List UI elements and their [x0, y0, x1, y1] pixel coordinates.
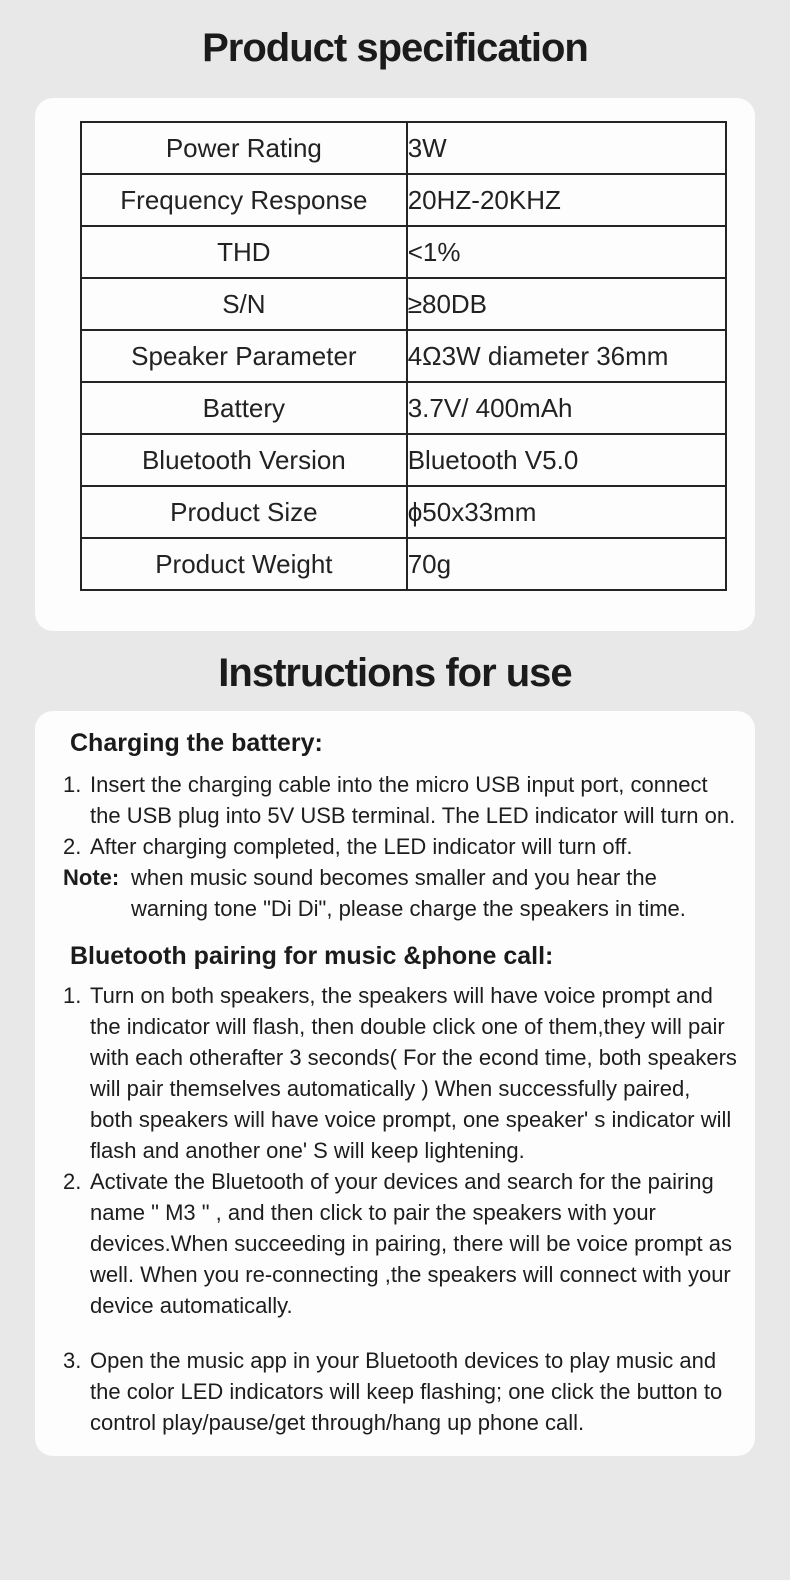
- spec-value: <1%: [407, 226, 726, 278]
- spec-value: 20HZ-20KHZ: [407, 174, 726, 226]
- spec-value: ≥80DB: [407, 278, 726, 330]
- spec-value: 4Ω3W diameter 36mm: [407, 330, 726, 382]
- pairing-step-1: [63, 980, 743, 1166]
- note-label: Note:: [63, 865, 120, 890]
- instructions-section-title: Instructions for use: [218, 651, 572, 695]
- spec-table-body: [81, 122, 726, 590]
- spec-row-sn: [81, 278, 726, 330]
- spec-row-power-rating: [81, 122, 726, 174]
- spec-row-battery: [81, 382, 726, 434]
- spec-section-title: Product specification: [202, 26, 588, 70]
- charging-note: [63, 862, 743, 924]
- spec-label: Speaker Parameter: [81, 330, 407, 382]
- charging-heading: Charging the battery:: [70, 729, 323, 757]
- step-text: Insert the charging cable into the micro USB input port, connect the USB plug into 5V USB terminal. The LED indicator will turn on.: [90, 772, 736, 828]
- spec-value: ϕ50x33mm: [407, 486, 726, 538]
- spec-label: Power Rating: [81, 122, 407, 174]
- spec-label: Frequency Response: [81, 174, 407, 226]
- pairing-step-3: [63, 1345, 743, 1438]
- step-number: 1.: [63, 983, 82, 1008]
- step-text: After charging completed, the LED indicator will turn off.: [90, 834, 633, 859]
- spec-table: [80, 121, 727, 591]
- spec-row-bluetooth-version: [81, 434, 726, 486]
- step-text: Open the music app in your Bluetooth devices to play music and the color LED indicators will keep flashing; one click the button to control play/pause/get through/hang up phone call.: [90, 1348, 723, 1435]
- spec-row-thd: [81, 226, 726, 278]
- spec-value: 3.7V/ 400mAh: [407, 382, 726, 434]
- pairing-heading: Bluetooth pairing for music &phone call:: [70, 942, 554, 970]
- step-number: 1.: [63, 772, 82, 797]
- spec-row-product-weight: [81, 538, 726, 590]
- spec-label: Product Weight: [81, 538, 407, 590]
- step-number: 2.: [63, 834, 82, 859]
- spec-label: S/N: [81, 278, 407, 330]
- note-text: when music sound becomes smaller and you hear the warning tone "Di Di", please charge the speakers in time.: [131, 865, 686, 921]
- step-number: 3.: [63, 1348, 82, 1373]
- spec-value: 70g: [407, 538, 726, 590]
- step-text: Activate the Bluetooth of your devices and search for the pairing name " M3 " , and then click to pair the speakers with your devices.When succeeding in pairing, there will be voice prompt as well. When you re-connecting ,the speakers will connect with your device automatically.: [90, 1169, 732, 1318]
- pairing-step-2: [63, 1166, 743, 1321]
- step-text: Turn on both speakers, the speakers will have voice prompt and the indicator will flash, then double click one of them,they will pair with each otherafter 3 seconds( For the econd time, both speakers will pair themselves automatically ) When successfully paired, both speakers will have voice prompt, one speaker' s indicator will flash and another one' S will keep lightening.: [90, 983, 737, 1163]
- spec-value: Bluetooth V5.0: [407, 434, 726, 486]
- spec-value: 3W: [407, 122, 726, 174]
- spec-label: Bluetooth Version: [81, 434, 407, 486]
- step-number: 2.: [63, 1169, 82, 1194]
- spec-label: Product Size: [81, 486, 407, 538]
- spec-row-speaker-parameter: [81, 330, 726, 382]
- charging-step-2: [63, 831, 743, 862]
- spec-label: THD: [81, 226, 407, 278]
- spec-row-frequency-response: [81, 174, 726, 226]
- spec-row-product-size: [81, 486, 726, 538]
- charging-step-1: [63, 769, 743, 831]
- spec-card: [35, 98, 755, 631]
- instructions-card: [35, 711, 755, 1456]
- spec-label: Battery: [81, 382, 407, 434]
